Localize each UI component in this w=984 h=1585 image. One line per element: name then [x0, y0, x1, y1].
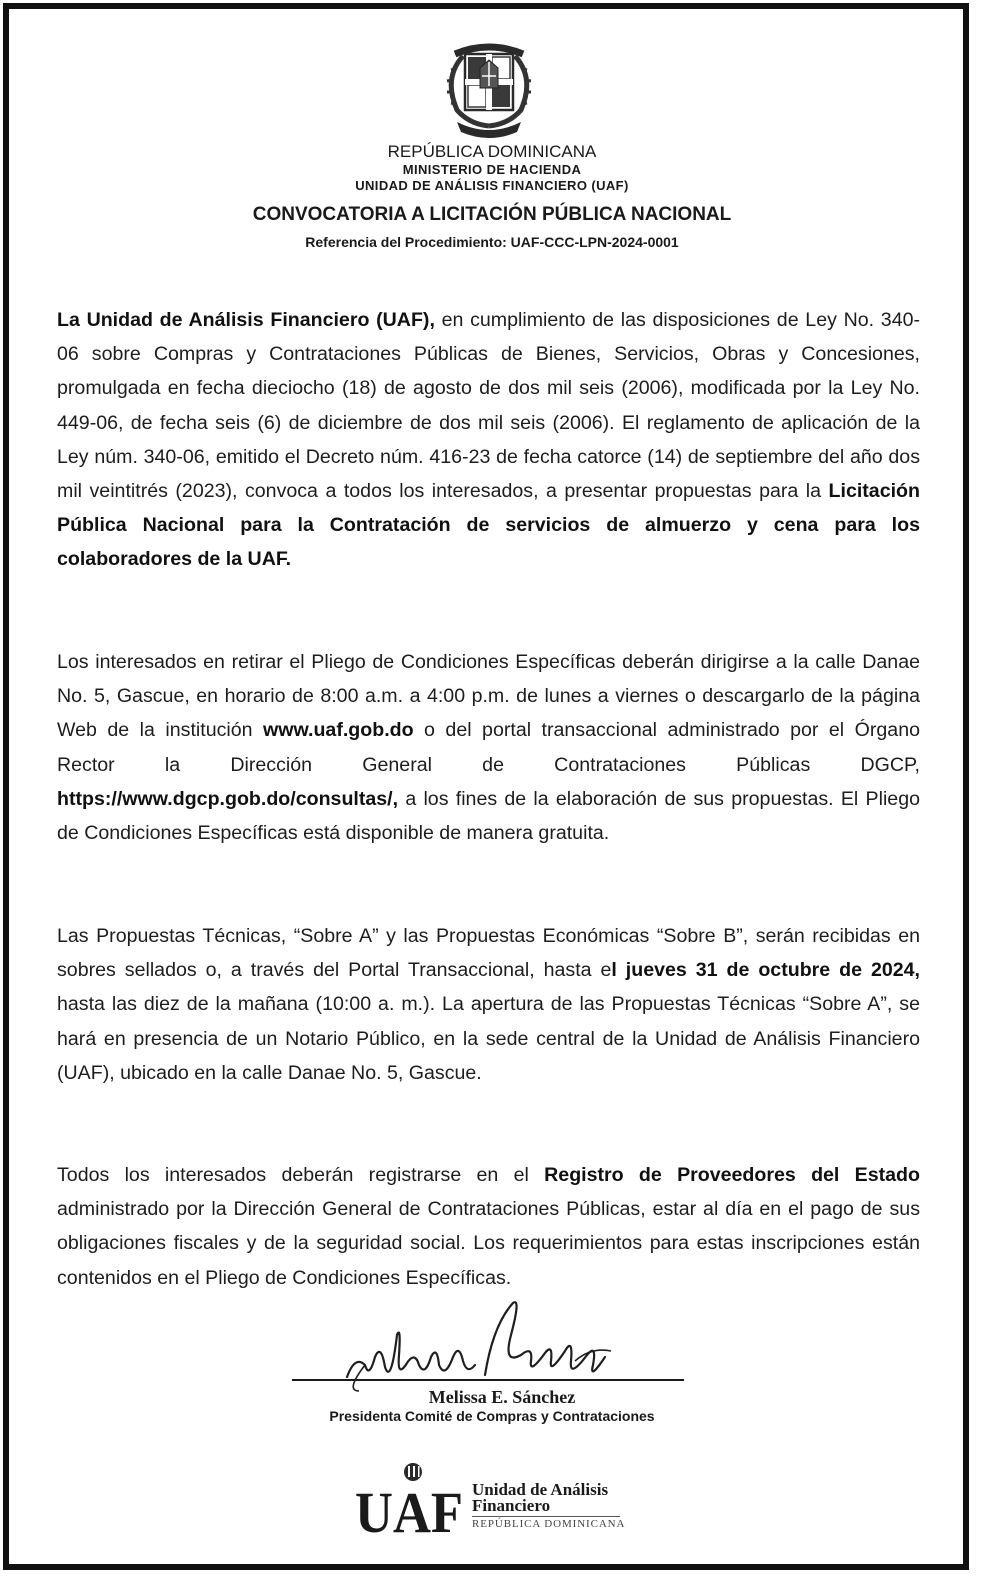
paragraph-text: en cumplimiento de las disposiciones de Ley No. 340-06 sobre Compras y Contrataciones Públicas de Bienes, Servicios, Obras y Concesiones, promulgada en fecha dieciocho (18) de agosto de dos mil seis (2006), modificada por la Ley No. 449-06, de fecha seis (6) de diciembre de dos mil seis (2006). El reglamento de aplicación de la Ley núm. 340-06, emitido el Decreto núm. 416-23 de fecha catorce (14) de septiembre del año dos mil veintitrés (2023), convoca a todos los interesados, a presentar propuestas para la: [57, 309, 921, 503]
paragraph-text: o del portal transaccional administrado por el Órgano Rector la Dirección General de Contrataciones Públicas DGCP,: [57, 719, 920, 776]
paragraph-proposals: [57, 919, 920, 1090]
logo-line-1: Unidad de Análisis: [472, 1480, 609, 1499]
paragraph-text: administrado por la Dirección General de Contrataciones Públicas, estar al día en el pago de sus obligaciones fiscales y de la seguridad social. Los requerimientos para estas inscripciones están contenidos en el Pliego de Condiciones Específicas.: [57, 1198, 920, 1289]
paragraph-text: Las Propuestas Técnicas, “Sobre A” y las Propuestas Económicas “Sobre B”, serán recibidas en sobres sellados o, a través del Portal Transaccional, hasta e: [57, 925, 920, 982]
procedure-reference: Referencia del Procedimiento: UAF-CCC-LPN-2024-0001: [305, 234, 679, 250]
signatory-name: Melissa E. Sánchez: [428, 1387, 576, 1407]
svg-text:UAF: UAF: [355, 1480, 463, 1535]
deadline-date-bold: l jueves 31 de octubre de 2024,: [611, 959, 920, 982]
tender-subject-bold: Licitación Pública Nacional para la Contratación de servicios de almuerzo y cena para los colaboradores de la UAF.: [57, 480, 920, 571]
paragraph-registration: [57, 1158, 920, 1295]
ministry-heading: MINISTERIO DE HACIENDA: [402, 162, 582, 177]
supplier-registry-bold: Registro de Proveedores del Estado: [544, 1164, 920, 1186]
unit-heading: UNIDAD DE ANÁLISIS FINANCIERO (UAF): [355, 178, 629, 193]
logo-line-2: Financiero: [472, 1496, 551, 1515]
dgcp-website-link[interactable]: https://www.dgcp.gob.do/consultas/,: [57, 787, 399, 810]
signature-line: [292, 1379, 684, 1381]
logo-line-3: REPÚBLICA DOMINICANA: [472, 1518, 626, 1530]
uaf-name-bold: La Unidad de Análisis Financiero (UAF),: [57, 309, 435, 331]
paragraph-convocation: [57, 303, 920, 577]
paragraph-specifications: [57, 645, 920, 850]
page-title: CONVOCATORIA A LICITACIÓN PÚBLICA NACIONAL: [252, 204, 732, 225]
uaf-website-link[interactable]: www.uaf.gob.do: [263, 719, 414, 742]
country-heading: REPÚBLICA DOMINICANA: [387, 142, 597, 161]
paragraph-text: a los fines de la elaboración de sus propuestas. El Pliego de Condiciones Específicas está disponible de manera gratuita.: [57, 787, 920, 845]
paragraph-text: Todos los interesados deberán registrarse en el: [57, 1164, 545, 1186]
coat-of-arms-icon: [435, 38, 543, 138]
logo-divider: [472, 1516, 620, 1517]
paragraph-text: hasta las diez de la mañana (10:00 a. m.). La apertura de las Propuestas Técnicas “Sobre A”, se hará en presencia de un Notario Público, en la sede central de la Unidad de Análisis Financiero (UAF), ubicado en la calle Danae No. 5, Gascue.: [57, 993, 920, 1084]
uaf-logo: [355, 1460, 630, 1535]
signatory-role: Presidenta Comité de Compras y Contrataciones: [329, 1408, 655, 1424]
paragraph-text: Los interesados en retirar el Pliego de Condiciones Específicas deberán dirigirse a la calle Danae No. 5, Gascue, en horario de 8:00 a.m. a 4:00 p.m. de lunes a viernes o descargarlo de la página Web de la institución: [57, 651, 920, 742]
uaf-logo-mark-icon: [355, 1460, 465, 1535]
